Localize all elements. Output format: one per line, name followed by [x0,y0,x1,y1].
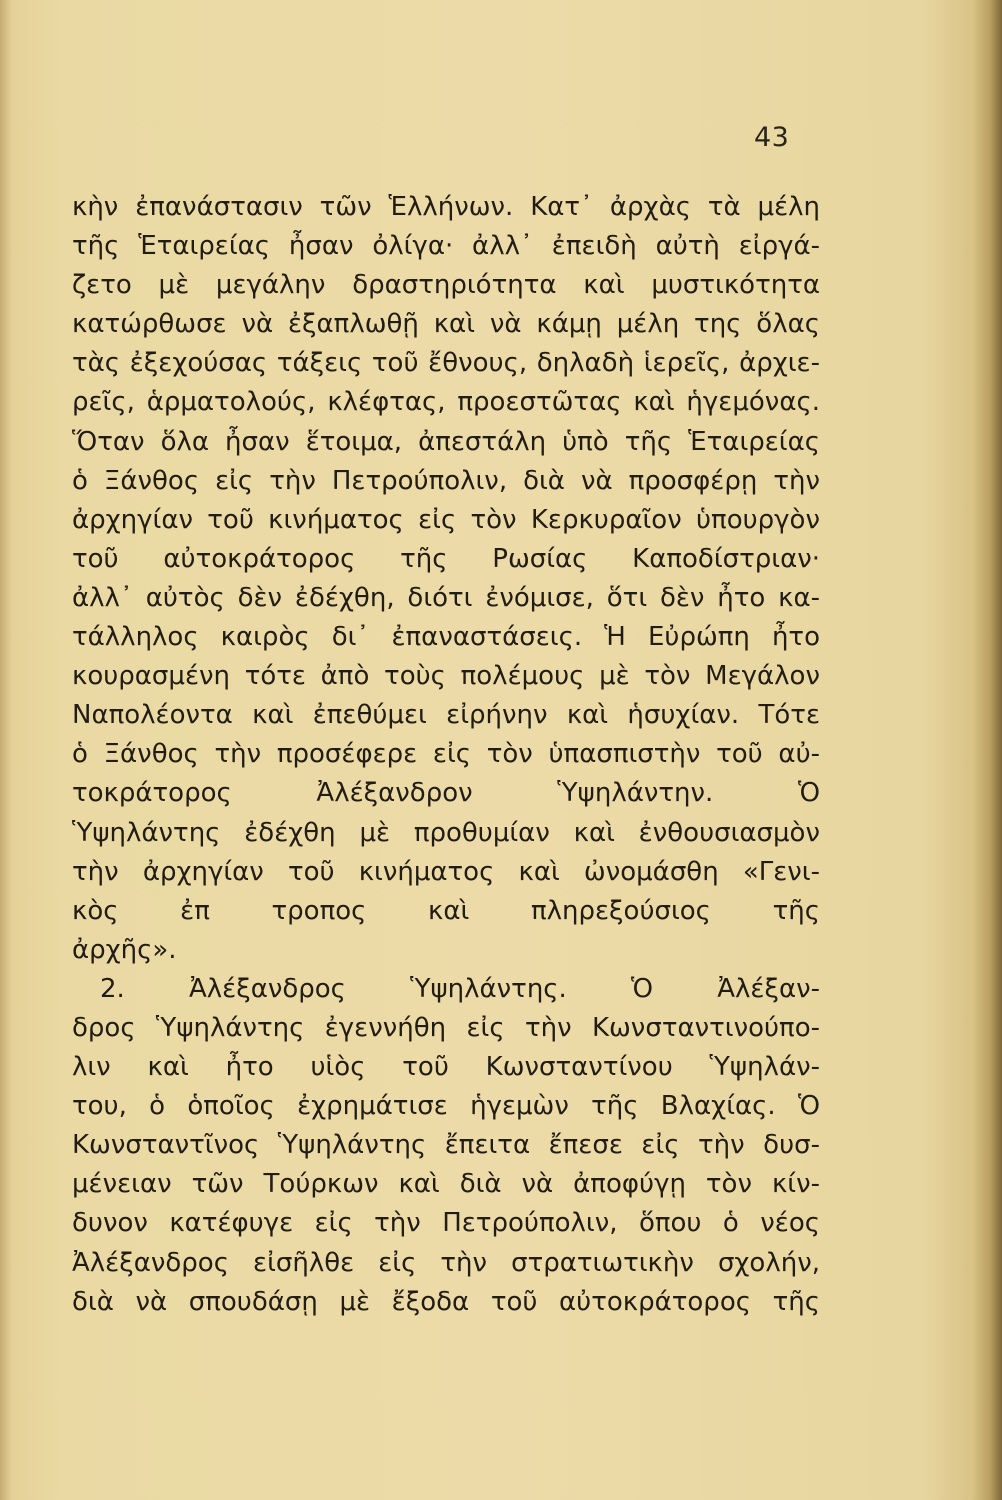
text-line: δρος Ὑψηλάντης ἐγεννήθη εἰς τὴν Κωνσταντινούπο- [72,1012,820,1043]
text-line: τάλληλος καιρὸς δι᾿ ἐπαναστάσεις. Ἡ Εὐρώπη ἦτο [72,622,820,653]
text-line: ἀρχηγίαν τοῦ κινήματος εἰς τὸν Κερκυραῖον ὑπουργὸν [72,504,820,535]
text-line: κὸς ἐπ τροπος καὶ πληρεξούσιος τῆς [72,895,820,926]
page-right-edge-shadow [972,0,1002,1500]
text-line: Ἀλέξανδρος εἰσῆλθε εἰς τὴν στρατιωτικὴν σχολήν, [72,1247,820,1278]
text-line: ὁ Ξάνθος εἰς τὴν Πετρούπολιν, διὰ νὰ προσφέρῃ τὴν [72,465,820,496]
text-line: Ὅταν ὅλα ἦσαν ἕτοιμα, ἀπεστάλη ὑπὸ τῆς Ἑταιρείας [72,426,820,457]
text-line: τῆς Ἑταιρείας ἦσαν ὀλίγα· ἀλλ᾿ ἐπειδὴ αὐτὴ εἰργά- [72,231,820,262]
text-line: ρεῖς, ἁρματολούς, κλέφτας, προεστῶτας καὶ ἡγεμόνας. [72,387,820,418]
text-line: δυνον κατέφυγε εἰς τὴν Πετρούπολιν, ὅπου ὁ νέος [72,1208,820,1239]
body-text [72,188,820,1322]
text-line: Ὑψηλάντης ἐδέχθη μὲ προθυμίαν καὶ ἐνθουσιασμὸν [72,817,820,848]
section-heading-line: 2. Ἀλέξανδρος Ὑψηλάντης. Ὁ Ἀλέξαν- [100,973,820,1004]
text-line: ἀρχῆς». [72,934,177,965]
text-line: τοῦ αὐτοκράτορος τῆς Ρωσίας Καποδίστριαν· [72,543,820,574]
text-line: του, ὁ ὁποῖος ἐχρημάτισε ἡγεμὼν τῆς Βλαχίας. Ὁ [72,1091,820,1122]
text-line: λιν καὶ ἦτο υἱὸς τοῦ Κωνσταντίνου Ὑψηλάν- [72,1052,820,1083]
text-line: ἀλλ᾿ αὐτὸς δὲν ἐδέχθη, διότι ἐνόμισε, ὅτι δὲν ἦτο κα- [72,582,820,613]
text-line: τὴν ἀρχηγίαν τοῦ κινήματος καὶ ὠνομάσθη «Γενι- [72,856,820,887]
text-line: μένειαν τῶν Τούρκων καὶ διὰ νὰ ἀποφύγῃ τὸν κίν- [72,1169,820,1200]
text-line: κὴν ἐπανάστασιν τῶν Ἑλλήνων. Κατ᾿ ἀρχὰς τὰ μέλη [72,192,820,222]
text-line: κουρασμένη τότε ἀπὸ τοὺς πολέμους μὲ τὸν Μεγάλον [72,661,820,692]
text-line: κατώρθωσε νὰ ἐξαπλωθῇ καὶ νὰ κάμῃ μέλη της ὅλας [72,309,820,340]
text-line: ὁ Ξάνθος τὴν προσέφερε εἰς τὸν ὑπασπιστὴν τοῦ αὐ- [72,739,820,770]
page-left-edge-shadow [0,0,12,1500]
page-number: 43 [754,122,790,153]
text-line: Ναπολέοντα καὶ ἐπεθύμει εἰρήνην καὶ ἡσυχίαν. Τότε [72,700,820,731]
text-line: διὰ νὰ σπουδάσῃ μὲ ἔξοδα τοῦ αὐτοκράτορος τῆς [72,1286,820,1317]
text-line: τοκράτορος Ἀλέξανδρον Ὑψηλάντην. Ὁ [72,778,820,809]
text-line: τὰς ἐξεχούσας τάξεις τοῦ ἔθνους, δηλαδὴ ἱερεῖς, ἀρχιε- [72,348,820,379]
text-line: Κωνσταντῖνος Ὑψηλάντης ἔπειτα ἔπεσε εἰς τὴν δυσ- [72,1130,820,1161]
text-line: ζετο μὲ μεγάλην δραστηριότητα καὶ μυστικότητα [72,270,820,301]
